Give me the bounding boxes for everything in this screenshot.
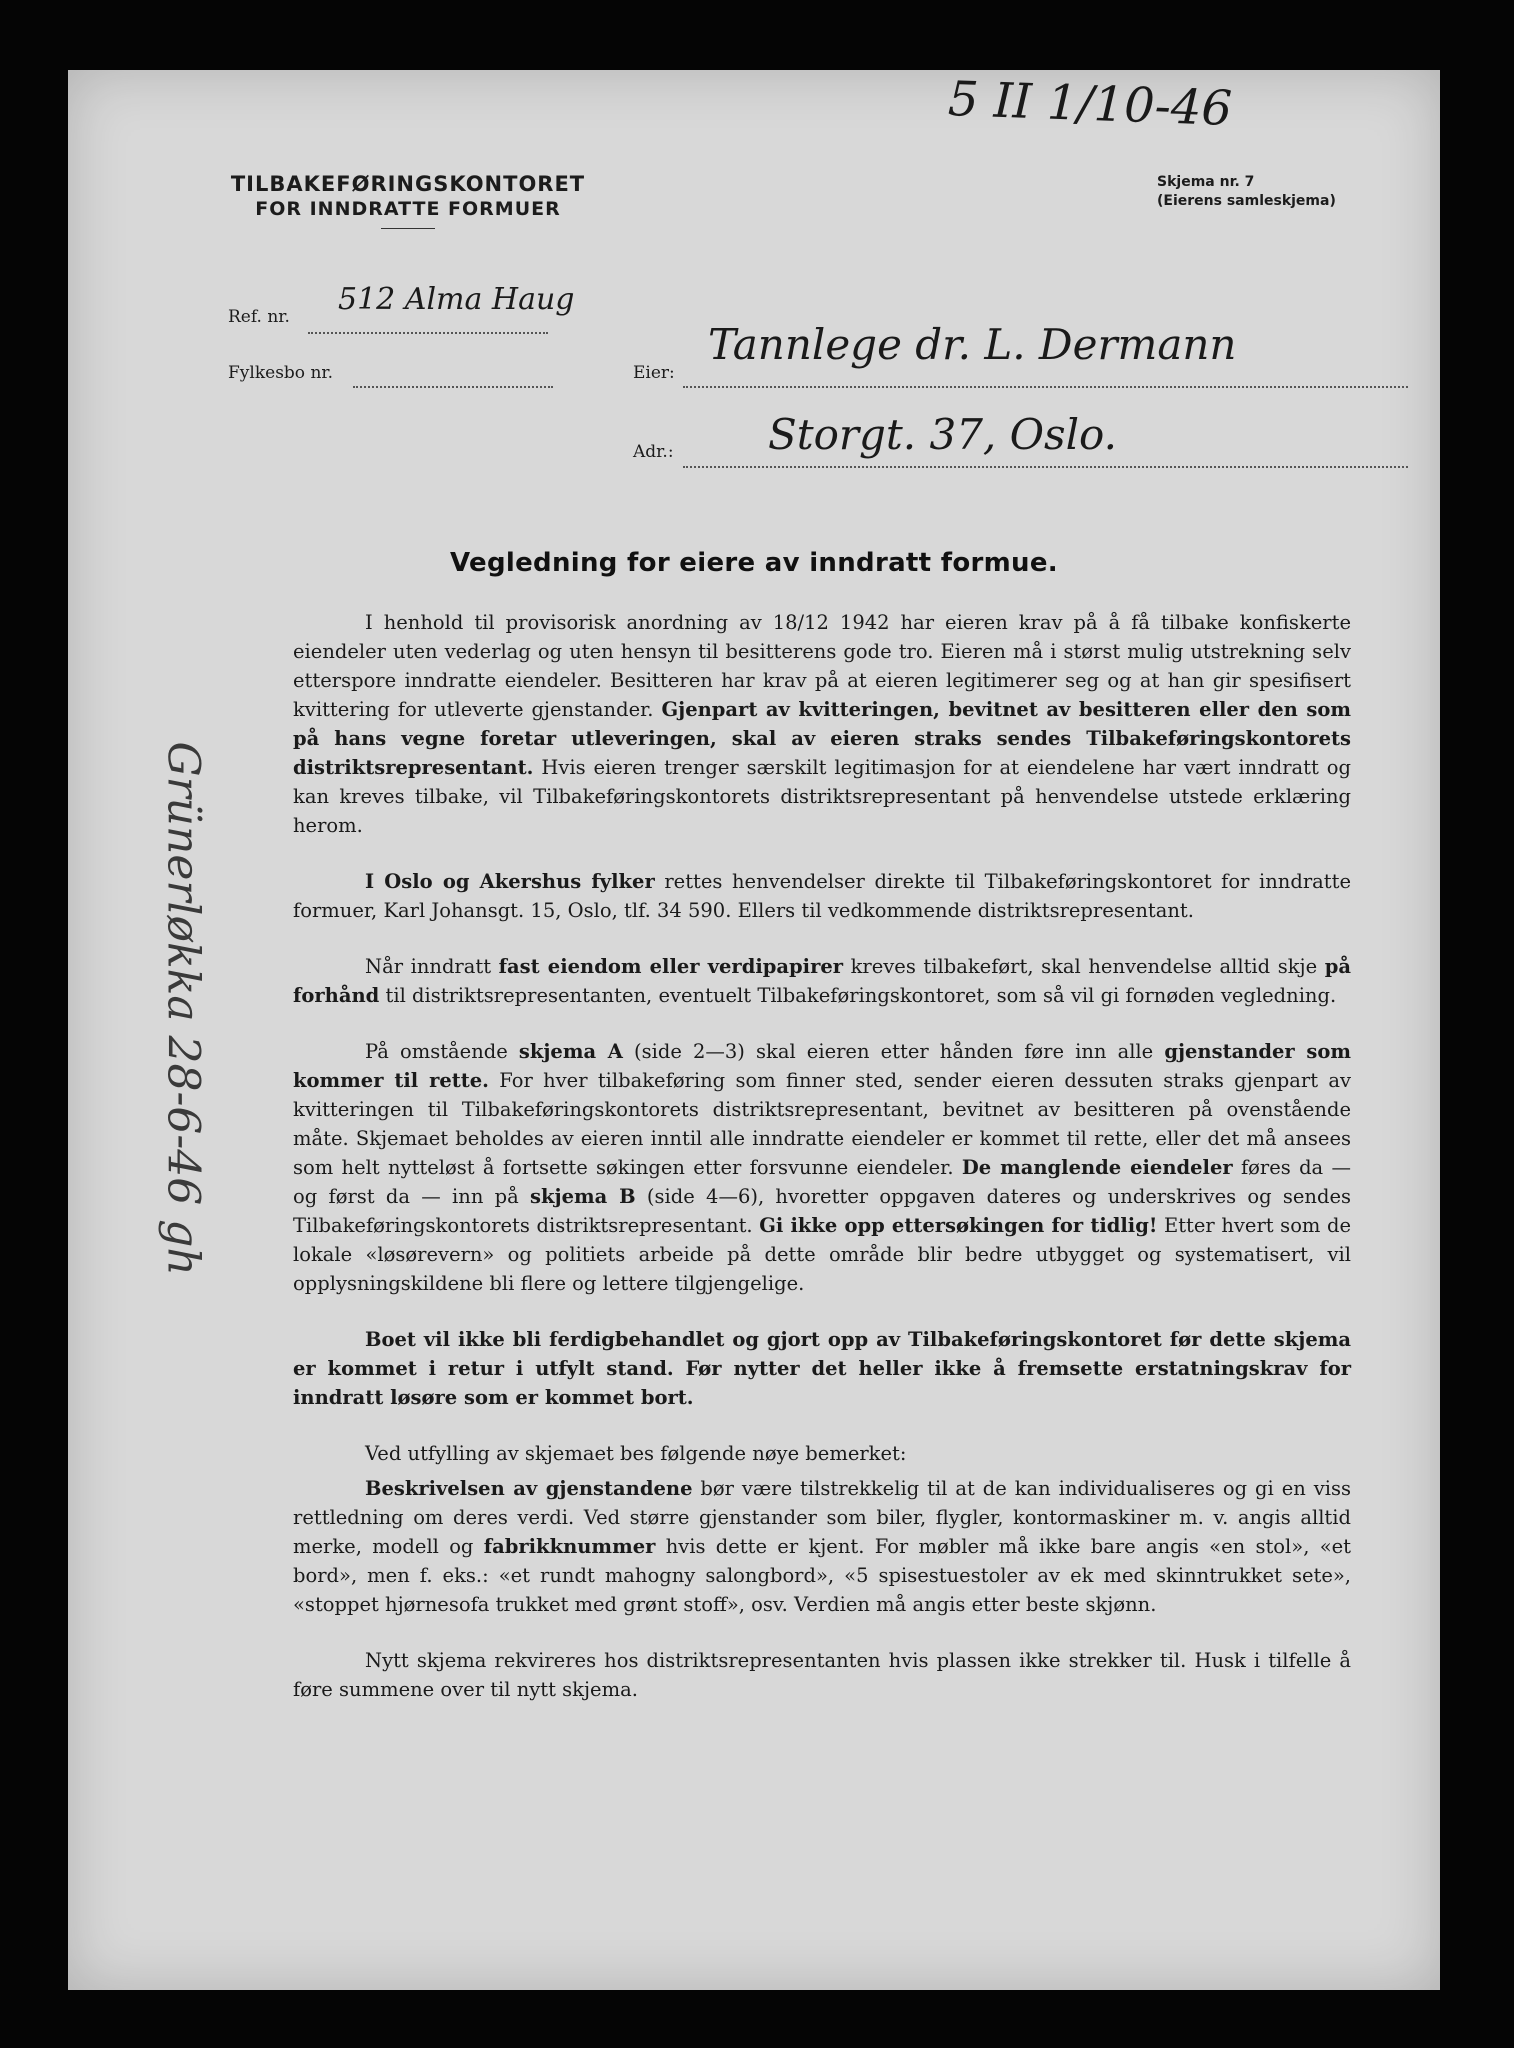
- paragraph-8: Nytt skjema rekvireres hos distriktsrepresentanten hvis plassen ikke strekker til. Husk i tilfelle å føre summene over til nytt skjema.: [293, 1649, 1351, 1701]
- fylkesbo-line: [353, 386, 553, 388]
- paragraph-1: I henhold til provisorisk anordning av 18/12 1942 har eieren krav på å få tilbake konfiskerte eiendeler uten vederlag og uten hensyn til besitterens gode tro. Eieren må i størst mulig utstrekning selv etterspore inndratte eiendeler. Besitteren har krav på at eieren legitimerer seg og at han gir spesifisert kvittering for utleverte gjenstander. Gjenpart av kvitteringen, bevitnet av besitteren eller den som på hans vegne foretar utleveringen, skal av eieren straks sendes Tilbakeføringskontorets distriktsrepresentant. Hvis eieren trenger særskilt legitimasjon for at eiendelene har vært inndratt og kan kreves tilbake, vil Tilbakeføringskontorets distriktsrepresentant på henvendelse utstede erklæring herom.: [293, 611, 1351, 837]
- office-header: [168, 172, 648, 229]
- header-divider: [381, 228, 435, 229]
- margin-note: Grünerløkka 28-6-46 gh: [157, 741, 209, 1276]
- schema-label: Skjema nr. 7: [1157, 174, 1255, 190]
- eier-label: Eier:: [633, 363, 675, 383]
- eier-line: [683, 386, 1408, 388]
- archive-reference-mark: 5 II 1/10-46: [947, 71, 1233, 137]
- adr-line: [683, 466, 1408, 468]
- paragraph-2: I Oslo og Akershus fylker rettes henvendelser direkte til Tilbakeføringskontoret for inndratte formuer, Karl Johansgt. 15, Oslo, tlf. 34 590. Ellers til vedkommende distriktsrepresentant.: [293, 870, 1351, 922]
- adr-label: Adr.:: [633, 442, 674, 462]
- paragraph-5: Boet vil ikke bli ferdigbehandlet og gjort opp av Tilbakeføringskontoret før dette skjema er kommet i retur i utfylt stand. Før nytter det heller ikke å fremsette erstatningskrav for inndratt løsøre som er kommet bort.: [293, 1328, 1351, 1409]
- office-name: TILBAKEFØRINGSKONTORET: [230, 172, 586, 196]
- ref-value: 512 Alma Haug: [338, 282, 575, 317]
- office-subtitle: FOR INNDRATTE FORMUER: [255, 198, 561, 220]
- paragraph-6: Ved utfylling av skjemaet bes følgende nøye bemerket:: [365, 1442, 907, 1465]
- instructions-text: [293, 608, 1351, 1731]
- paragraph-7: Beskrivelsen av gjenstandene bør være tilstrekkelig til at de kan individualiseres og gi en viss rettledning om deres verdi. Ved større gjenstander som biler, flygler, kontormaskiner m. v. angis alltid merke, modell og fabrikknummer hvis dette er kjent. For møbler må ikke bare angis «en stol», «et bord», men f. eks.: «et rundt mahogny salongbord», «5 spisestuestoler av ek med skinntrukket sete», «stoppet hjørnesofa trukket med grønt stoff», osv. Verdien må angis etter beste skjønn.: [293, 1477, 1352, 1616]
- paragraph-3: Når inndratt fast eiendom eller verdipapirer kreves tilbakeført, skal henvendelse alltid skje på forhånd til distriktsrepresentanten, eventuelt Tilbakeføringskontoret, som så vil gi fornøden vegledning.: [293, 955, 1351, 1007]
- paragraph-4: På omstående skjema A (side 2—3) skal eieren etter hånden føre inn alle gjenstander som kommer til rette. For hver tilbakeføring som finner sted, sender eieren dessuten straks gjenpart av kvitteringen til Tilbakeføringskontorets distriktsrepresentant, bevitnet av besitteren på ovenstående måte. Skjemaet beholdes av eieren inntil alle inndratte eiendeler er kommet til rette, eller det må ansees som helt nytteløst å fortsette søkingen etter forsvunne eiendeler. De manglende eiendeler føres da — og først da — inn på skjema B (side 4—6), hvoretter oppgaven dateres og underskrives og sendes Tilbakeføringskontorets distriktsrepresentant. Gi ikke opp ettersøkingen for tidlig! Etter hvert som de lokale «løsørevern» og politiets arbeide på dette område blir bedre utbygget og systematisert, vil opplysningskildene bli flere og lettere tilgjengelige.: [293, 1040, 1352, 1295]
- ref-line: [308, 332, 548, 334]
- schema-description: (Eierens samleskjema): [1157, 193, 1336, 209]
- ref-label: Ref. nr.: [228, 307, 290, 327]
- adr-value: Storgt. 37, Oslo.: [768, 410, 1117, 459]
- fylkesbo-label: Fylkesbo nr.: [228, 363, 334, 383]
- document-page: [68, 70, 1440, 1990]
- schema-number: [1157, 173, 1336, 211]
- eier-value: Tannlege dr. L. Dermann: [708, 320, 1237, 369]
- document-title: Vegledning for eiere av inndratt formue.: [450, 548, 1058, 578]
